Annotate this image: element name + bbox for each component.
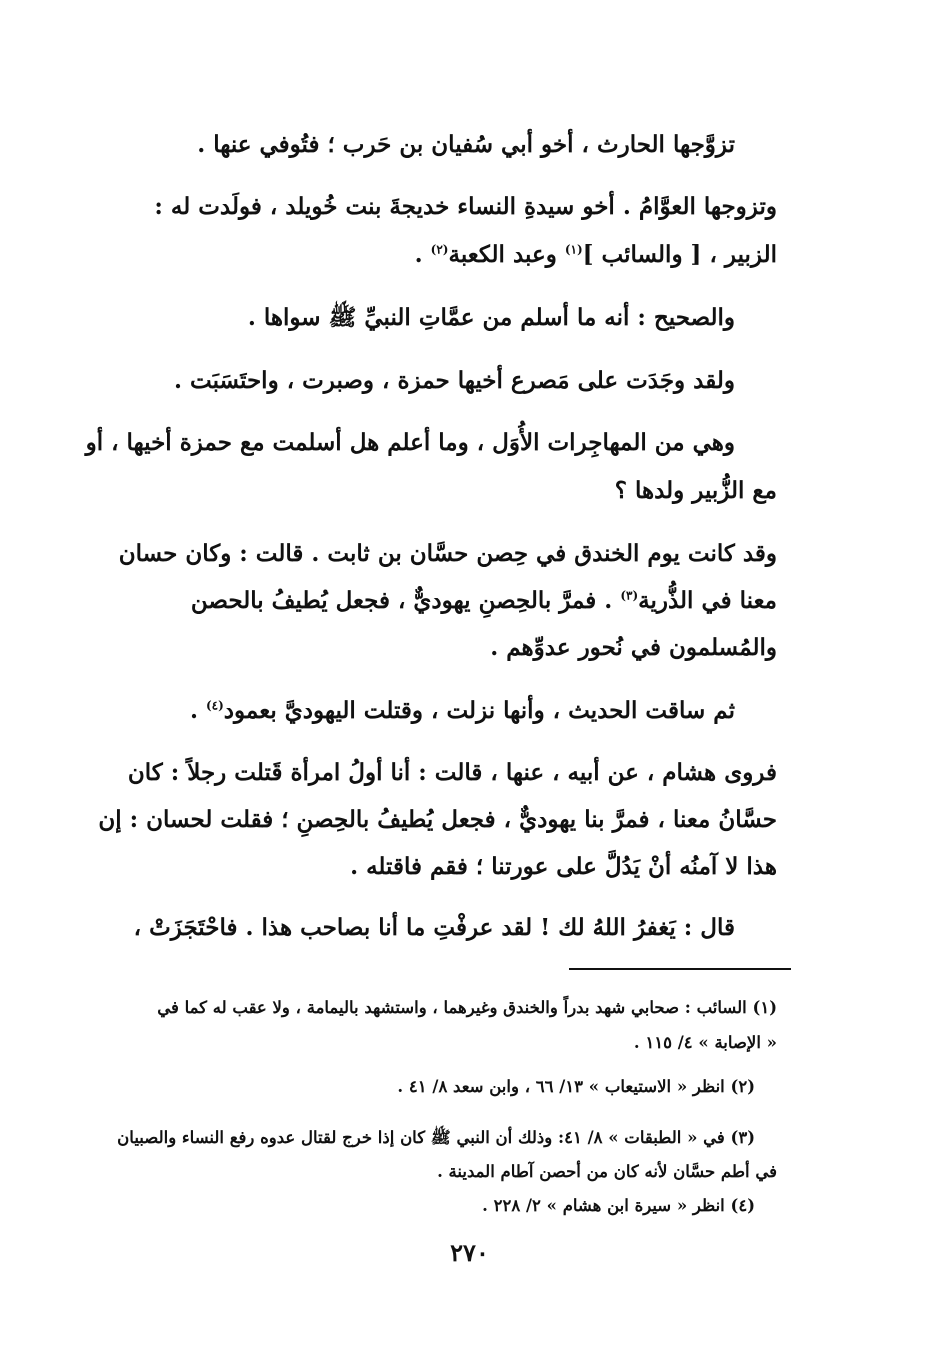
p5-line2: مع الزُّبير ولدها ؟ <box>614 477 777 504</box>
footnote-separator <box>569 968 791 970</box>
footnote-2: (٢) انظر « الاستيعاب » ١٣/ ٦٦ ، وابن سعد ٨/ ٤١ . <box>397 1077 755 1096</box>
footnote-ref-3: (٣) <box>620 588 639 603</box>
p2-line1: وتزوجها العوَّامُ . أخو سيدةِ النساء خديجةَ بنت خُويلد ، فولَدت له : <box>154 193 777 220</box>
footnote-3-line1: (٣) في « الطبقات » ٨/ ٤١: وذلك أن النبي ﷺ كان إذا خرج لقتال عدوه رفع النساء والصبيان <box>117 1128 755 1147</box>
p8-line1: فروى هشام ، عن أبيه ، عنها ، قالت : أنا أولُ امرأة قَتلت رجلاً : كان <box>127 759 777 786</box>
p8-line2: حسَّانُ معنا ، فمرَّ بنا يهوديٌّ ، فجعل يُطيفُ بالحِصنِ ؛ فقلت لحسان : إن <box>98 806 777 833</box>
footnote-4: (٤) انظر « سيرة ابن هشام » ٢/ ٢٢٨ . <box>482 1196 755 1215</box>
p6-line3: والمُسلمون في نُحور عدوِّهم . <box>490 634 777 661</box>
p9-line1: قال : يَغفرُ اللهُ لك ! لقد عرفْتِ ما أنا بصاحب هذا . فاحْتَجَزَتْ ، <box>133 914 735 941</box>
footnote-3-line2: في أطم حسَّان لأنه كان من أحصن آطام المدينة . <box>437 1162 777 1181</box>
p6-line2: معنا في الذُّرية$^{(٣)}$ . فمرَّ بالحِصنِ يهوديٌّ ، فجعل يُطيفُ بالحصن <box>190 587 777 614</box>
p5-line1: وهي من المهاجِرات الأُوَل ، وما أعلم هل أسلمت مع حمزة أخيها ، أو <box>85 429 735 456</box>
footnote-ref-2: (٢) <box>430 242 449 257</box>
p8-line3: هذا لا آمنُه أنْ يَدُلَّ على عورتنا ؛ فقم فاقتله . <box>350 853 777 880</box>
p1-line1: تزوَّجها الحارث ، أخو أبي سُفيان بن حَرب ؛ فتُوفي عنها . <box>197 131 735 158</box>
p6-line1: وقد كانت يوم الخندق في حِصن حسَّان بن ثابت . قالت : وكان حسان <box>118 540 777 567</box>
p2-line2: الزبير ، [ والسائب ]$^{(١)}$ وعبد الكعبة$^{(٢)}$ . <box>414 241 777 268</box>
footnote-ref-1: (١) <box>564 242 583 257</box>
p3-line1: والصحيح : أنه ما أسلم من عمَّاتِ النبيِّ ﷺ سواها . <box>247 304 735 331</box>
footnote-ref-4: (٤) <box>205 698 224 713</box>
p4-line1: ولقد وجَدَت على مَصرع أخيها حمزة ، وصبرت ، واحتَسَبَت . <box>173 367 735 394</box>
page-number: ٢٧٠ <box>450 1238 489 1267</box>
footnote-1-line1: (١) السائب : صحابي شهد بدراً والخندق وغيرهما ، واستشهد باليمامة ، ولا عقب له كما في <box>157 998 777 1017</box>
footnote-1-line2: « الإصابة » ٤/ ١١٥ . <box>633 1033 777 1052</box>
p7-line1: ثم ساقت الحديث ، وأنها نزلت ، وقتلت اليهوديَّ بعمود$^{(٤)}$ . <box>189 697 735 724</box>
